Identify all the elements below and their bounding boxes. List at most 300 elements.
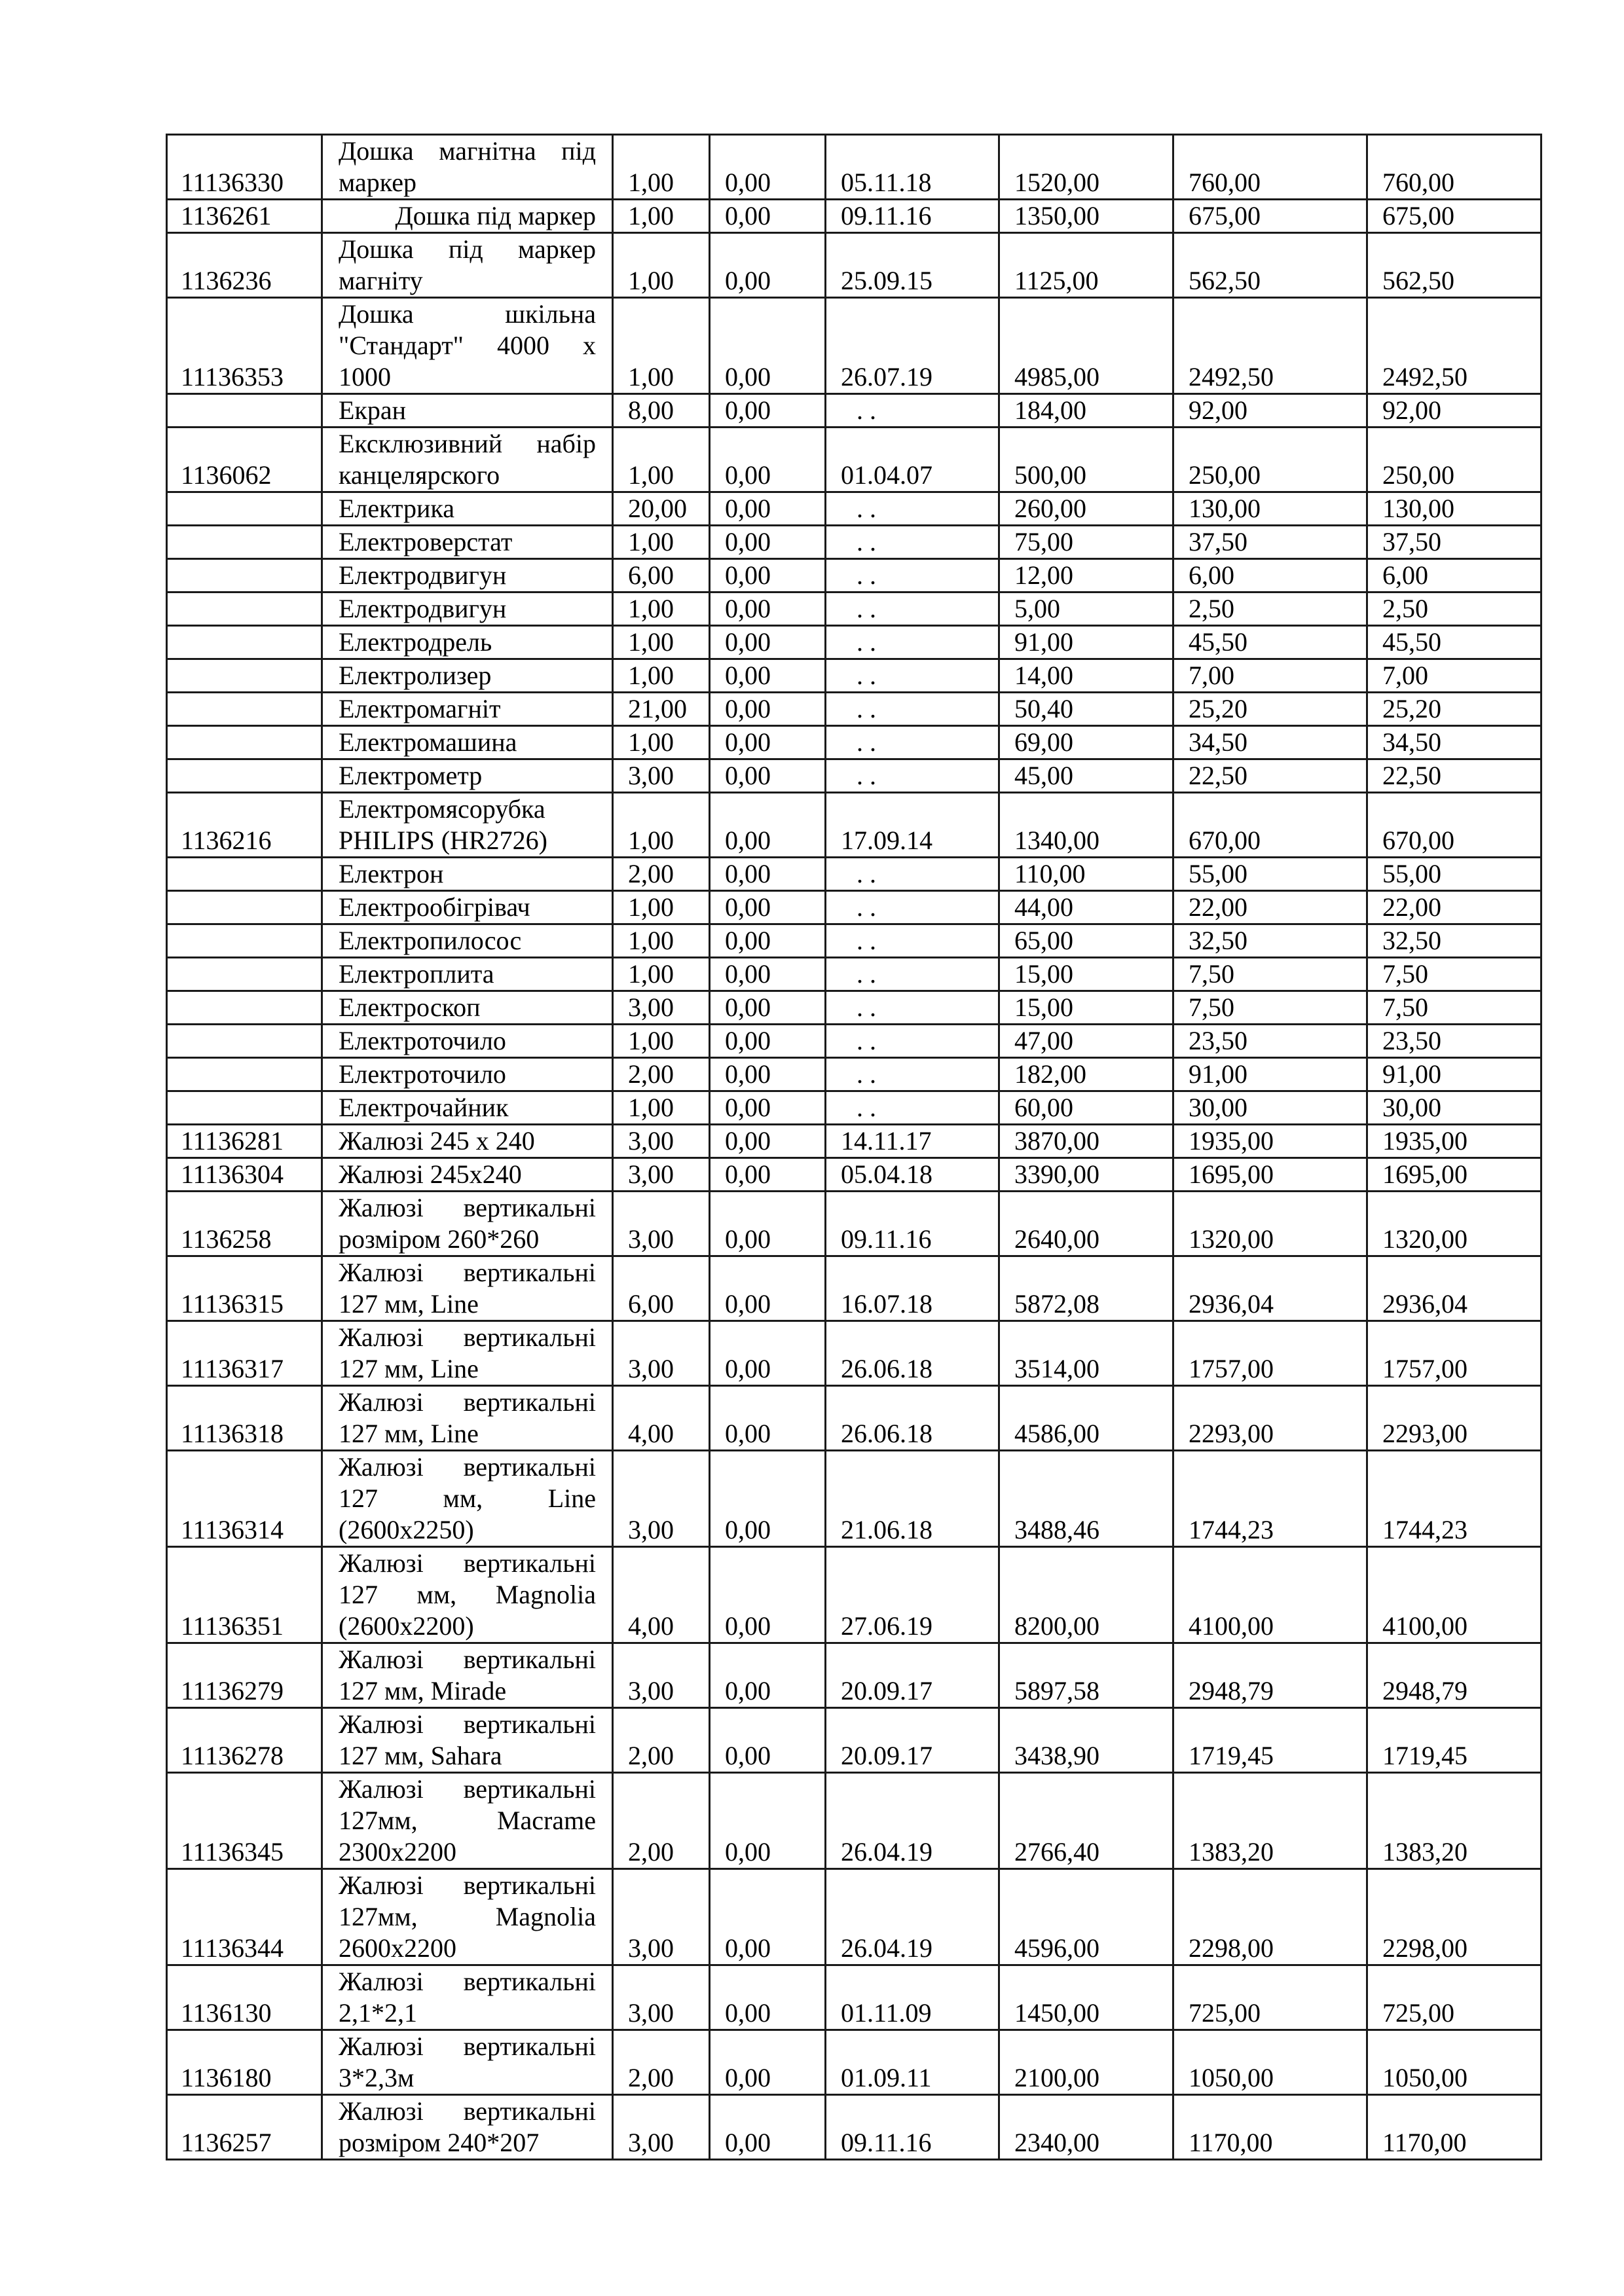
- date-cell: 01.11.09: [826, 1965, 999, 2030]
- table-row: [167, 858, 1541, 891]
- wear-cell: 0,00: [710, 200, 826, 233]
- wear-cell: 0,00: [710, 693, 826, 726]
- wear-cell: 0,00: [710, 793, 826, 858]
- depreciation-cell: 2948,79: [1173, 1643, 1367, 1708]
- inventory-number-cell: 1136216: [167, 793, 322, 858]
- table-row: [167, 1192, 1541, 1256]
- table-row: [167, 1451, 1541, 1547]
- date-cell: 21.06.18: [826, 1451, 999, 1547]
- residual-value-cell: 670,00: [1367, 793, 1541, 858]
- table-row: [167, 1091, 1541, 1125]
- date-cell: . .: [826, 526, 999, 559]
- residual-value-cell: 2,50: [1367, 592, 1541, 626]
- quantity-cell: 3,00: [613, 759, 710, 793]
- initial-cost-cell: 4596,00: [999, 1869, 1173, 1965]
- date-cell: 05.11.18: [826, 135, 999, 200]
- initial-cost-cell: 3488,46: [999, 1451, 1173, 1547]
- residual-value-cell: 250,00: [1367, 428, 1541, 492]
- initial-cost-cell: 45,00: [999, 759, 1173, 793]
- inventory-number-cell: [167, 924, 322, 958]
- initial-cost-cell: 12,00: [999, 559, 1173, 592]
- table-row: [167, 891, 1541, 924]
- wear-cell: 0,00: [710, 428, 826, 492]
- quantity-cell: 2,00: [613, 1708, 710, 1773]
- quantity-cell: 1,00: [613, 1091, 710, 1125]
- wear-cell: 0,00: [710, 1643, 826, 1708]
- table-row: [167, 1125, 1541, 1158]
- table-row: [167, 298, 1541, 394]
- item-name-cell: Електролизер: [322, 659, 613, 693]
- depreciation-cell: 1383,20: [1173, 1773, 1367, 1869]
- residual-value-cell: 1744,23: [1367, 1451, 1541, 1547]
- item-name-cell: Електрочайник: [322, 1091, 613, 1125]
- inventory-number-cell: [167, 1025, 322, 1058]
- residual-value-cell: 1695,00: [1367, 1158, 1541, 1192]
- quantity-cell: 3,00: [613, 1192, 710, 1256]
- quantity-cell: 3,00: [613, 1125, 710, 1158]
- initial-cost-cell: 2640,00: [999, 1192, 1173, 1256]
- initial-cost-cell: 500,00: [999, 428, 1173, 492]
- quantity-cell: 1,00: [613, 592, 710, 626]
- date-cell: 20.09.17: [826, 1643, 999, 1708]
- table-row: [167, 1547, 1541, 1643]
- residual-value-cell: 91,00: [1367, 1058, 1541, 1091]
- item-name-cell: Електроточило: [322, 1025, 613, 1058]
- residual-value-cell: 7,50: [1367, 958, 1541, 991]
- inventory-number-cell: [167, 693, 322, 726]
- date-cell: . .: [826, 693, 999, 726]
- item-name-cell: Жалюзі вертикальні 127 мм, Sahara: [322, 1708, 613, 1773]
- table-row: [167, 2095, 1541, 2160]
- item-name-cell: Жалюзі вертикальні 127мм, Macrame 2300х2200: [322, 1773, 613, 1869]
- date-cell: . .: [826, 1025, 999, 1058]
- table-row: [167, 1773, 1541, 1869]
- table-row: [167, 626, 1541, 659]
- initial-cost-cell: 1125,00: [999, 233, 1173, 298]
- quantity-cell: 21,00: [613, 693, 710, 726]
- item-name-cell: Жалюзі вертикальні 127мм, Magnolia 2600х2200: [322, 1869, 613, 1965]
- depreciation-cell: 1719,45: [1173, 1708, 1367, 1773]
- table-row: [167, 1386, 1541, 1451]
- wear-cell: 0,00: [710, 135, 826, 200]
- quantity-cell: 2,00: [613, 1058, 710, 1091]
- depreciation-cell: 1170,00: [1173, 2095, 1367, 2160]
- date-cell: . .: [826, 659, 999, 693]
- initial-cost-cell: 2766,40: [999, 1773, 1173, 1869]
- table-row: [167, 492, 1541, 526]
- table-row: [167, 1708, 1541, 1773]
- initial-cost-cell: 15,00: [999, 991, 1173, 1025]
- inventory-number-cell: 1136261: [167, 200, 322, 233]
- residual-value-cell: 7,00: [1367, 659, 1541, 693]
- depreciation-cell: 6,00: [1173, 559, 1367, 592]
- inventory-number-cell: 1136180: [167, 2030, 322, 2095]
- inventory-number-cell: 1136257: [167, 2095, 322, 2160]
- residual-value-cell: 22,00: [1367, 891, 1541, 924]
- depreciation-cell: 1050,00: [1173, 2030, 1367, 2095]
- quantity-cell: 1,00: [613, 233, 710, 298]
- inventory-number-cell: [167, 891, 322, 924]
- date-cell: . .: [826, 958, 999, 991]
- depreciation-cell: 7,50: [1173, 958, 1367, 991]
- inventory-number-cell: 11136304: [167, 1158, 322, 1192]
- depreciation-cell: 675,00: [1173, 200, 1367, 233]
- date-cell: 26.04.19: [826, 1773, 999, 1869]
- item-name-cell: Електроточило: [322, 1058, 613, 1091]
- wear-cell: 0,00: [710, 958, 826, 991]
- residual-value-cell: 22,50: [1367, 759, 1541, 793]
- wear-cell: 0,00: [710, 1321, 826, 1386]
- initial-cost-cell: 3390,00: [999, 1158, 1173, 1192]
- residual-value-cell: 562,50: [1367, 233, 1541, 298]
- date-cell: . .: [826, 1058, 999, 1091]
- table-row: [167, 1869, 1541, 1965]
- date-cell: 01.04.07: [826, 428, 999, 492]
- quantity-cell: 2,00: [613, 2030, 710, 2095]
- inventory-number-cell: [167, 726, 322, 759]
- date-cell: 25.09.15: [826, 233, 999, 298]
- residual-value-cell: 2293,00: [1367, 1386, 1541, 1451]
- initial-cost-cell: 3870,00: [999, 1125, 1173, 1158]
- depreciation-cell: 562,50: [1173, 233, 1367, 298]
- wear-cell: 0,00: [710, 2030, 826, 2095]
- date-cell: . .: [826, 1091, 999, 1125]
- depreciation-cell: 55,00: [1173, 858, 1367, 891]
- inventory-number-cell: [167, 394, 322, 428]
- initial-cost-cell: 15,00: [999, 958, 1173, 991]
- item-name-cell: Ексклюзивний набір канцелярского: [322, 428, 613, 492]
- wear-cell: 0,00: [710, 526, 826, 559]
- table-row: [167, 793, 1541, 858]
- item-name-cell: Дошка під маркер: [322, 200, 613, 233]
- wear-cell: 0,00: [710, 726, 826, 759]
- inventory-number-cell: [167, 492, 322, 526]
- inventory-number-cell: 1136062: [167, 428, 322, 492]
- table-row: [167, 394, 1541, 428]
- initial-cost-cell: 14,00: [999, 659, 1173, 693]
- initial-cost-cell: 2100,00: [999, 2030, 1173, 2095]
- inventory-number-cell: [167, 1091, 322, 1125]
- date-cell: 01.09.11: [826, 2030, 999, 2095]
- wear-cell: 0,00: [710, 1547, 826, 1643]
- inventory-number-cell: [167, 958, 322, 991]
- item-name-cell: Жалюзі вертикальні розміром 240*207: [322, 2095, 613, 2160]
- quantity-cell: 1,00: [613, 958, 710, 991]
- item-name-cell: Електроверстат: [322, 526, 613, 559]
- item-name-cell: Дошка магнітна під маркер: [322, 135, 613, 200]
- item-name-cell: Жалюзі 245 х 240: [322, 1125, 613, 1158]
- quantity-cell: 4,00: [613, 1547, 710, 1643]
- inventory-number-cell: 1136130: [167, 1965, 322, 2030]
- depreciation-cell: 670,00: [1173, 793, 1367, 858]
- inventory-number-cell: [167, 1058, 322, 1091]
- inventory-number-cell: 11136279: [167, 1643, 322, 1708]
- quantity-cell: 20,00: [613, 492, 710, 526]
- inventory-number-cell: [167, 659, 322, 693]
- inventory-table-body: [167, 135, 1541, 2160]
- date-cell: 26.04.19: [826, 1869, 999, 1965]
- item-name-cell: Електрометр: [322, 759, 613, 793]
- initial-cost-cell: 3514,00: [999, 1321, 1173, 1386]
- table-row: [167, 526, 1541, 559]
- depreciation-cell: 4100,00: [1173, 1547, 1367, 1643]
- table-row: [167, 1158, 1541, 1192]
- item-name-cell: Електропилосос: [322, 924, 613, 958]
- residual-value-cell: 30,00: [1367, 1091, 1541, 1125]
- date-cell: 26.07.19: [826, 298, 999, 394]
- wear-cell: 0,00: [710, 924, 826, 958]
- inventory-number-cell: 1136236: [167, 233, 322, 298]
- residual-value-cell: 2936,04: [1367, 1256, 1541, 1321]
- table-row: [167, 1025, 1541, 1058]
- date-cell: . .: [826, 891, 999, 924]
- table-row: [167, 200, 1541, 233]
- date-cell: 09.11.16: [826, 1192, 999, 1256]
- depreciation-cell: 725,00: [1173, 1965, 1367, 2030]
- residual-value-cell: 1719,45: [1367, 1708, 1541, 1773]
- depreciation-cell: 23,50: [1173, 1025, 1367, 1058]
- initial-cost-cell: 260,00: [999, 492, 1173, 526]
- table-row: [167, 759, 1541, 793]
- item-name-cell: Електромашина: [322, 726, 613, 759]
- inventory-number-cell: 11136315: [167, 1256, 322, 1321]
- depreciation-cell: 2,50: [1173, 592, 1367, 626]
- residual-value-cell: 7,50: [1367, 991, 1541, 1025]
- initial-cost-cell: 110,00: [999, 858, 1173, 891]
- quantity-cell: 3,00: [613, 1869, 710, 1965]
- wear-cell: 0,00: [710, 1125, 826, 1158]
- item-name-cell: Жалюзі вертикальні 127 мм, Line: [322, 1386, 613, 1451]
- quantity-cell: 3,00: [613, 1451, 710, 1547]
- residual-value-cell: 32,50: [1367, 924, 1541, 958]
- date-cell: . .: [826, 924, 999, 958]
- wear-cell: 0,00: [710, 1025, 826, 1058]
- item-name-cell: Електрон: [322, 858, 613, 891]
- inventory-number-cell: [167, 559, 322, 592]
- item-name-cell: Жалюзі 245х240: [322, 1158, 613, 1192]
- table-row: [167, 693, 1541, 726]
- residual-value-cell: 92,00: [1367, 394, 1541, 428]
- table-row: [167, 1256, 1541, 1321]
- inventory-number-cell: 11136344: [167, 1869, 322, 1965]
- date-cell: . .: [826, 726, 999, 759]
- residual-value-cell: 2298,00: [1367, 1869, 1541, 1965]
- wear-cell: 0,00: [710, 394, 826, 428]
- wear-cell: 0,00: [710, 659, 826, 693]
- quantity-cell: 6,00: [613, 559, 710, 592]
- wear-cell: 0,00: [710, 1386, 826, 1451]
- table-row: [167, 559, 1541, 592]
- depreciation-cell: 1757,00: [1173, 1321, 1367, 1386]
- quantity-cell: 4,00: [613, 1386, 710, 1451]
- depreciation-cell: 91,00: [1173, 1058, 1367, 1091]
- date-cell: . .: [826, 394, 999, 428]
- quantity-cell: 1,00: [613, 200, 710, 233]
- residual-value-cell: 23,50: [1367, 1025, 1541, 1058]
- table-row: [167, 659, 1541, 693]
- table-row: [167, 1643, 1541, 1708]
- date-cell: . .: [826, 492, 999, 526]
- item-name-cell: Жалюзі вертикальні розміром 260*260: [322, 1192, 613, 1256]
- residual-value-cell: 725,00: [1367, 1965, 1541, 2030]
- item-name-cell: Електродрель: [322, 626, 613, 659]
- depreciation-cell: 130,00: [1173, 492, 1367, 526]
- initial-cost-cell: 65,00: [999, 924, 1173, 958]
- depreciation-cell: 760,00: [1173, 135, 1367, 200]
- date-cell: . .: [826, 858, 999, 891]
- item-name-cell: Електродвигун: [322, 559, 613, 592]
- inventory-table: [166, 134, 1542, 2160]
- item-name-cell: Жалюзі вертикальні 127 мм, Line (2600х2250): [322, 1451, 613, 1547]
- quantity-cell: 3,00: [613, 1158, 710, 1192]
- initial-cost-cell: 50,40: [999, 693, 1173, 726]
- wear-cell: 0,00: [710, 1708, 826, 1773]
- item-name-cell: Жалюзі вертикальні 127 мм, Line: [322, 1256, 613, 1321]
- residual-value-cell: 2948,79: [1367, 1643, 1541, 1708]
- item-name-cell: Жалюзі вертикальні 2,1*2,1: [322, 1965, 613, 2030]
- depreciation-cell: 37,50: [1173, 526, 1367, 559]
- initial-cost-cell: 60,00: [999, 1091, 1173, 1125]
- date-cell: . .: [826, 559, 999, 592]
- inventory-number-cell: [167, 759, 322, 793]
- initial-cost-cell: 2340,00: [999, 2095, 1173, 2160]
- date-cell: 14.11.17: [826, 1125, 999, 1158]
- item-name-cell: Дошка під маркер магніту: [322, 233, 613, 298]
- depreciation-cell: 7,00: [1173, 659, 1367, 693]
- inventory-number-cell: [167, 526, 322, 559]
- table-row: [167, 1058, 1541, 1091]
- item-name-cell: Електромясорубка PHILIPS (HR2726): [322, 793, 613, 858]
- wear-cell: 0,00: [710, 858, 826, 891]
- residual-value-cell: 1170,00: [1367, 2095, 1541, 2160]
- item-name-cell: Жалюзі вертикальні 127 мм, Line: [322, 1321, 613, 1386]
- initial-cost-cell: 47,00: [999, 1025, 1173, 1058]
- wear-cell: 0,00: [710, 1451, 826, 1547]
- residual-value-cell: 1383,20: [1367, 1773, 1541, 1869]
- item-name-cell: Електроплита: [322, 958, 613, 991]
- residual-value-cell: 675,00: [1367, 200, 1541, 233]
- wear-cell: 0,00: [710, 1058, 826, 1091]
- wear-cell: 0,00: [710, 298, 826, 394]
- quantity-cell: 3,00: [613, 1965, 710, 2030]
- depreciation-cell: 22,00: [1173, 891, 1367, 924]
- quantity-cell: 1,00: [613, 626, 710, 659]
- date-cell: . .: [826, 626, 999, 659]
- date-cell: . .: [826, 592, 999, 626]
- initial-cost-cell: 4985,00: [999, 298, 1173, 394]
- date-cell: . .: [826, 991, 999, 1025]
- date-cell: 05.04.18: [826, 1158, 999, 1192]
- table-row: [167, 592, 1541, 626]
- date-cell: 16.07.18: [826, 1256, 999, 1321]
- residual-value-cell: 1050,00: [1367, 2030, 1541, 2095]
- item-name-cell: Жалюзі вертикальні 127 мм, Magnolia (2600х2200): [322, 1547, 613, 1643]
- table-row: [167, 1965, 1541, 2030]
- depreciation-cell: 45,50: [1173, 626, 1367, 659]
- initial-cost-cell: 5,00: [999, 592, 1173, 626]
- initial-cost-cell: 1450,00: [999, 1965, 1173, 2030]
- depreciation-cell: 1320,00: [1173, 1192, 1367, 1256]
- residual-value-cell: 25,20: [1367, 693, 1541, 726]
- initial-cost-cell: 4586,00: [999, 1386, 1173, 1451]
- item-name-cell: Жалюзі вертикальні 3*2,3м: [322, 2030, 613, 2095]
- wear-cell: 0,00: [710, 592, 826, 626]
- table-row: [167, 135, 1541, 200]
- wear-cell: 0,00: [710, 2095, 826, 2160]
- date-cell: 09.11.16: [826, 2095, 999, 2160]
- table-row: [167, 2030, 1541, 2095]
- wear-cell: 0,00: [710, 759, 826, 793]
- inventory-number-cell: [167, 626, 322, 659]
- residual-value-cell: 760,00: [1367, 135, 1541, 200]
- initial-cost-cell: 184,00: [999, 394, 1173, 428]
- depreciation-cell: 2936,04: [1173, 1256, 1367, 1321]
- wear-cell: 0,00: [710, 559, 826, 592]
- depreciation-cell: 1695,00: [1173, 1158, 1367, 1192]
- inventory-number-cell: 11136278: [167, 1708, 322, 1773]
- depreciation-cell: 25,20: [1173, 693, 1367, 726]
- initial-cost-cell: 1520,00: [999, 135, 1173, 200]
- table-row: [167, 1321, 1541, 1386]
- depreciation-cell: 1935,00: [1173, 1125, 1367, 1158]
- item-name-cell: Екран: [322, 394, 613, 428]
- quantity-cell: 3,00: [613, 1643, 710, 1708]
- quantity-cell: 1,00: [613, 526, 710, 559]
- quantity-cell: 1,00: [613, 726, 710, 759]
- date-cell: 17.09.14: [826, 793, 999, 858]
- item-name-cell: Електрообігрівач: [322, 891, 613, 924]
- quantity-cell: 2,00: [613, 858, 710, 891]
- initial-cost-cell: 182,00: [999, 1058, 1173, 1091]
- inventory-number-cell: 11136353: [167, 298, 322, 394]
- wear-cell: 0,00: [710, 891, 826, 924]
- depreciation-cell: 32,50: [1173, 924, 1367, 958]
- initial-cost-cell: 3438,90: [999, 1708, 1173, 1773]
- quantity-cell: 1,00: [613, 298, 710, 394]
- inventory-number-cell: 11136345: [167, 1773, 322, 1869]
- residual-value-cell: 1757,00: [1367, 1321, 1541, 1386]
- item-name-cell: Електрика: [322, 492, 613, 526]
- item-name-cell: Електроскоп: [322, 991, 613, 1025]
- quantity-cell: 1,00: [613, 135, 710, 200]
- wear-cell: 0,00: [710, 1965, 826, 2030]
- initial-cost-cell: 75,00: [999, 526, 1173, 559]
- wear-cell: 0,00: [710, 1158, 826, 1192]
- wear-cell: 0,00: [710, 1091, 826, 1125]
- wear-cell: 0,00: [710, 1256, 826, 1321]
- initial-cost-cell: 91,00: [999, 626, 1173, 659]
- inventory-number-cell: 11136318: [167, 1386, 322, 1451]
- quantity-cell: 3,00: [613, 1321, 710, 1386]
- item-name-cell: Електродвигун: [322, 592, 613, 626]
- item-name-cell: Електромагніт: [322, 693, 613, 726]
- date-cell: 09.11.16: [826, 200, 999, 233]
- initial-cost-cell: 5897,58: [999, 1643, 1173, 1708]
- date-cell: 27.06.19: [826, 1547, 999, 1643]
- residual-value-cell: 37,50: [1367, 526, 1541, 559]
- date-cell: 26.06.18: [826, 1321, 999, 1386]
- initial-cost-cell: 44,00: [999, 891, 1173, 924]
- wear-cell: 0,00: [710, 1192, 826, 1256]
- residual-value-cell: 55,00: [1367, 858, 1541, 891]
- item-name-cell: Дошка шкільна "Стандарт" 4000 х 1000: [322, 298, 613, 394]
- initial-cost-cell: 69,00: [999, 726, 1173, 759]
- inventory-number-cell: 11136317: [167, 1321, 322, 1386]
- quantity-cell: 3,00: [613, 2095, 710, 2160]
- table-row: [167, 924, 1541, 958]
- inventory-number-cell: 11136330: [167, 135, 322, 200]
- quantity-cell: 1,00: [613, 924, 710, 958]
